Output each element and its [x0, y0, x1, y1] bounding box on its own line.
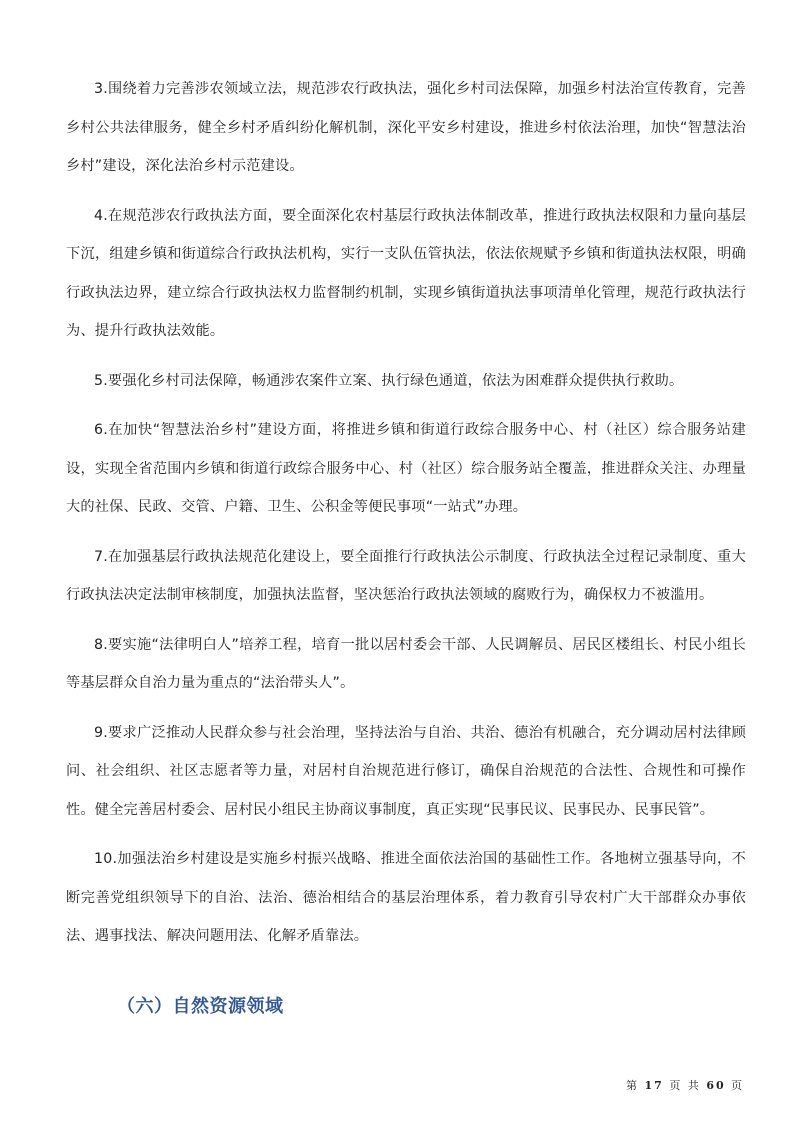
total-page-count: 60 — [706, 1079, 726, 1092]
paragraph-10: 10.加强法治乡村建设是实施乡村振兴战略、推进全面依法治国的基础性工作。各地树立强基导向，不断完善党组织领导下的自治、法治、德治相结合的基层治理体系，着力教育引导农村广大干部群众办事依法、遇事找法、解决问题用法、化解矛盾靠法。 — [66, 851, 746, 944]
paragraph-9: 9.要求广泛推动人民群众参与社会治理，坚持法治与自治、共治、德治有机融合，充分调动居村法律顾问、社会组织、社区志愿者等力量，对居村自治规范进行修订，确保自治规范的合法性、合规性和可操作性。健全完善居村委会、居村民小组民主协商议事制度，真正实现“民事民议、民事民办、民事民管”。 — [66, 724, 746, 818]
page-footer — [626, 1077, 744, 1093]
paragraph-4: 4.在规范涉农行政执法方面，要全面深化农村基层行政执法体制改革，推进行政执法权限和力量向基层下沉，组建乡镇和街道综合行政执法机构，实行一支队伍管执法，依法依规赋予乡镇和街道执法权限，明确行政执法边界，建立综合行政执法权力监督制约机制，实现乡镇街道执法事项清单化管理，规范行政执法行为、提升行政执法效能。 — [66, 207, 746, 339]
footer-middle: 页 共 — [669, 1079, 701, 1092]
footer-prefix: 第 — [626, 1079, 639, 1092]
document-body — [66, 70, 746, 967]
section-heading: （六）自然资源领域 — [117, 996, 284, 1017]
paragraph-6: 6.在加快“智慧法治乡村”建设方面，将推进乡镇和街道行政综合服务中心、村（社区）综合服务站建设，实现全省范围内乡镇和街道行政综合服务中心、村（社区）综合服务站全覆盖，推进群众关注、办理量大的社保、民政、交管、户籍、卫生、公积金等便民事项“一站式”办理。 — [66, 422, 746, 515]
paragraph-5: 5.要强化乡村司法保障，畅通涉农案件立案、执行绿色通道，依法为困难群众提供执行救助。 — [94, 372, 684, 389]
paragraph-7: 7.在加强基层行政执法规范化建设上，要全面推行行政执法公示制度、行政执法全过程记录制度、重大行政执法决定法制审核制度，加强执法监督，坚决惩治行政执法领域的腐败行为，确保权力不被滥用。 — [66, 548, 746, 603]
paragraph-3: 3.围绕着力完善涉农领域立法，规范涉农行政执法，强化乡村司法保障，加强乡村法治宣传教育，完善乡村公共法律服务，健全乡村矛盾纠纷化解机制，深化平安乡村建设，推进乡村依法治理，加快“智慧法治乡村”建设，深化法治乡村示范建设。 — [66, 81, 746, 174]
footer-suffix: 页 — [731, 1079, 745, 1092]
current-page-number: 17 — [644, 1079, 664, 1092]
paragraph-8: 8.要实施“法律明白人”培养工程，培育一批以居村委会干部、人民调解员、居民区楼组长、村民小组长等基层群众自治力量为重点的“法治带头人”。 — [66, 636, 746, 691]
